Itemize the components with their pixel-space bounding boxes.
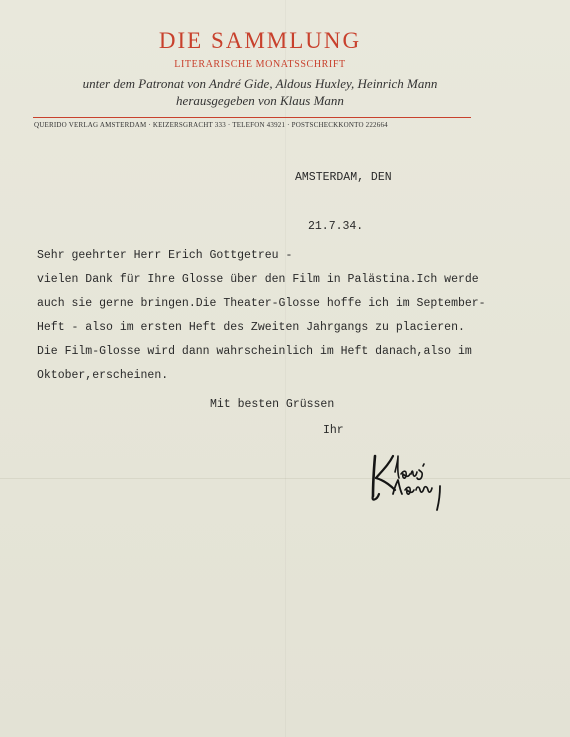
letter-closing: Mit besten Grüssen [210, 398, 335, 411]
letter-body-line: vielen Dank für Ihre Glosse über den Film in Palästina.Ich werde [37, 273, 479, 286]
letterhead-rule [33, 117, 471, 118]
letter-ihr: Ihr [323, 424, 344, 437]
letterhead-subtitle: LITERARISCHE MONATSSCHRIFT [174, 59, 346, 70]
letter-date: 21.7.34. [308, 220, 364, 233]
letterhead-patronat: unter dem Patronat von André Gide, Aldous Huxley, Heinrich Mann [82, 76, 438, 91]
letterhead-address: QUERIDO VERLAG AMSTERDAM · KEIZERSGRACHT 333 · TELEFON 43921 · POSTSCHECKKONTO 222664 [34, 121, 388, 129]
letter-body-line: auch sie gerne bringen.Die Theater-Glosse hoffe ich im September- [37, 297, 486, 310]
paper-fold-vertical [285, 0, 286, 737]
letterhead-title: DIE SAMMLUNG [158, 28, 362, 53]
handwritten-signature [365, 450, 465, 512]
letter-place: AMSTERDAM, DEN [295, 171, 392, 184]
letter-body-line: Die Film-Glosse wird dann wahrscheinlich im Heft danach,also im [37, 345, 472, 358]
letterhead-editor: herausgegeben von Klaus Mann [176, 93, 344, 108]
letter-body-line: Oktober,erscheinen. [37, 369, 169, 382]
letter-salutation: Sehr geehrter Herr Erich Gottgetreu - [37, 249, 293, 262]
letter-body-line: Heft - also im ersten Heft des Zweiten Jahrgangs zu placieren. [37, 321, 465, 334]
